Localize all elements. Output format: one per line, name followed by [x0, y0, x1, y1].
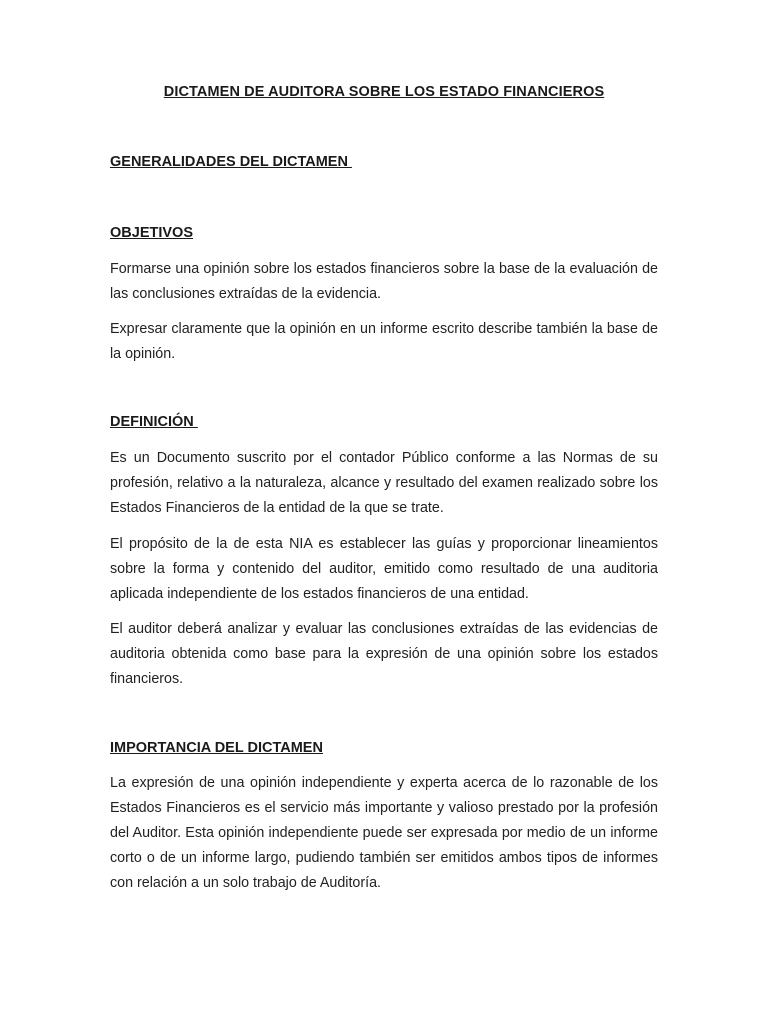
heading-importancia: IMPORTANCIA DEL DICTAMEN — [110, 740, 323, 756]
objetivos-paragraph-2: Expresar claramente que la opinión en un informe escrito describe también la base de la opinión. — [110, 321, 658, 362]
definicion-paragraph-3: El auditor deberá analizar y evaluar las conclusiones extraídas de las evidencias de auditoria obtenida como base para la expresión de una opinión sobre los estados financieros. — [110, 621, 658, 687]
document-title: DICTAMEN DE AUDITORA SOBRE LOS ESTADO FINANCIEROS — [163, 84, 605, 100]
objetivos-paragraph-1: Formarse una opinión sobre los estados financieros sobre la base de la evaluación de las conclusiones extraídas de la evidencia. — [110, 261, 658, 302]
definicion-paragraph-1: Es un Documento suscrito por el contador Público conforme a las Normas de su profesión, relativo a la naturaleza, alcance y resultado del examen realizado sobre los Estados Financieros de la entidad de la que se trate. — [110, 450, 658, 516]
definicion-paragraph-2: El propósito de la de esta NIA es establecer las guías y proporcionar lineamientos sobre la forma y contenido del auditor, emitido como resultado de una auditoria aplicada independiente de los estados financieros de una entidad. — [110, 536, 658, 602]
heading-generalidades: GENERALIDADES DEL DICTAMEN — [110, 154, 352, 170]
heading-objetivos: OBJETIVOS — [110, 225, 193, 241]
heading-definicion: DEFINICIÓN — [110, 414, 198, 430]
importancia-paragraph-1: La expresión de una opinión independiente y experta acerca de lo razonable de los Estados Financieros es el servicio más importante y valioso prestado por la profesión del Auditor. Esta opinión independiente puede ser expresada por medio de un informe corto o de un informe largo, pudiendo también ser emitidos ambos tipos de informes con relación a un solo trabajo de Auditoría. — [110, 775, 658, 891]
